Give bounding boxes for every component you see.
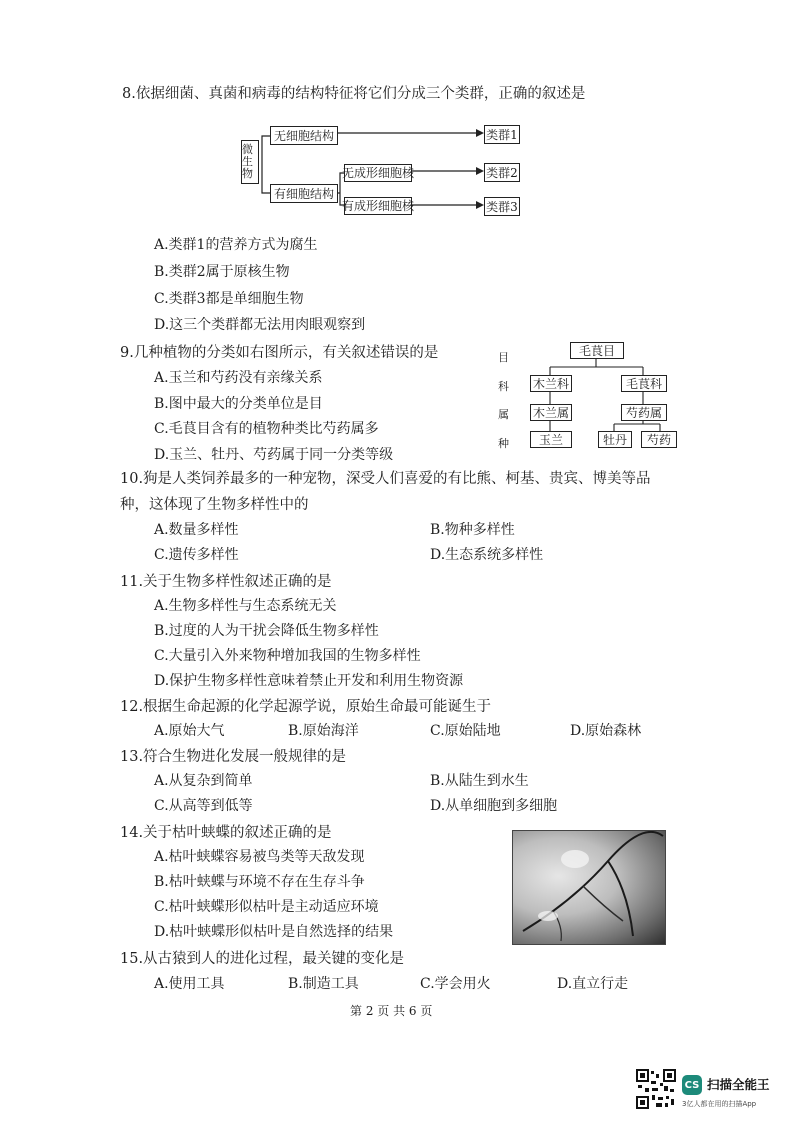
q13-stem: 13.符合生物进化发展一般规律的是 [120, 749, 347, 765]
q14-option-c: C.枯叶蛱蝶形似枯叶是主动适应环境 [154, 899, 379, 915]
butterfly-branch-illustration [513, 831, 665, 944]
q10-stem-line2: 种，这体现了生物多样性中的 [120, 497, 309, 513]
diagram-group1-box: 类群1 [484, 125, 520, 144]
q15-option-c: C.学会用火 [420, 976, 491, 992]
q14-stem: 14.关于枯叶蛱蝶的叙述正确的是 [120, 825, 332, 841]
q9-option-d: D.玉兰、牡丹、芍药属于同一分类等级 [154, 447, 394, 463]
page-number: 第 2 页 共 6 页 [350, 1004, 433, 1018]
q12-stem: 12.根据生命起源的化学起源学说，原始生命最可能诞生于 [120, 699, 492, 715]
q9-option-c: C.毛茛目含有的植物种类比芍药属多 [154, 421, 379, 437]
q13-option-a: A.从复杂到简单 [154, 773, 253, 789]
q11-option-a: A.生物多样性与生态系统无关 [154, 598, 337, 614]
tree-species1-box: 玉兰 [530, 431, 572, 448]
tree-family1-box: 木兰科 [530, 375, 572, 392]
q10-option-b: B.物种多样性 [430, 522, 515, 538]
tree-genus1-box: 木兰属 [530, 404, 572, 421]
q13-option-c: C.从高等到低等 [154, 798, 253, 814]
q14-option-d: D.枯叶蛱蝶形似枯叶是自然选择的结果 [154, 924, 394, 940]
q10-option-a: A.数量多样性 [154, 522, 239, 538]
diagram-no-nucleus-box: 无成形细胞核 [342, 166, 415, 180]
q15-option-a: A.使用工具 [154, 976, 225, 992]
q14-option-a: A.枯叶蛱蝶容易被鸟类等天敌发现 [154, 849, 365, 865]
tree-family2-box: 毛茛科 [621, 375, 667, 392]
camscanner-logo-icon: CS [682, 1075, 702, 1095]
diagram-group2-box: 类群2 [484, 163, 520, 182]
qr-code-icon [636, 1069, 676, 1109]
tree-genus2-box: 芍药属 [621, 404, 667, 421]
q13-option-d: D.从单细胞到多细胞 [430, 798, 558, 814]
tree-species2-box: 牡丹 [598, 431, 632, 448]
q9-option-a: A.玉兰和芍药没有亲缘关系 [154, 370, 323, 386]
tree-species3-box: 芍药 [641, 431, 677, 448]
q15-option-d: D.直立行走 [557, 976, 629, 992]
q8-stem: 8.依据细菌、真菌和病毒的结构特征将它们分成三个类群，正确的叙述是 [122, 86, 586, 102]
q12-option-c: C.原始陆地 [430, 723, 501, 739]
q13-option-b: B.从陆生到水生 [430, 773, 529, 789]
q9-stem: 9.几种植物的分类如右图所示，有关叙述错误的是 [120, 345, 439, 361]
q11-stem: 11.关于生物多样性叙述正确的是 [120, 574, 332, 590]
rank-label-family: 科 [498, 380, 509, 393]
q10-option-d: D.生态系统多样性 [430, 547, 544, 563]
brand-name: 扫描全能王 [707, 1077, 770, 1092]
q14-option-b: B.枯叶蛱蝶与环境不存在生存斗争 [154, 874, 365, 890]
q10-option-c: C.遗传多样性 [154, 547, 239, 563]
q8-option-b: B.类群2属于原核生物 [154, 264, 290, 280]
dead-leaf-butterfly-photo [512, 830, 666, 945]
q15-option-b: B.制造工具 [288, 976, 359, 992]
diagram-has-nucleus-box: 有成形细胞核 [342, 199, 415, 213]
q10-stem-line1: 10.狗是人类饲养最多的一种宠物，深受人们喜爱的有比熊、柯基、贵宾、博美等品 [120, 471, 651, 487]
rank-label-species: 种 [498, 437, 509, 450]
q15-stem: 15.从古猿到人的进化过程，最关键的变化是 [120, 951, 405, 967]
diagram-group3-box: 类群3 [484, 197, 520, 216]
q11-option-c: C.大量引入外来物种增加我国的生物多样性 [154, 648, 421, 664]
diagram-no-cell-box: 无细胞结构 [270, 126, 338, 145]
q12-option-b: B.原始海洋 [288, 723, 359, 739]
q11-option-b: B.过度的人为干扰会降低生物多样性 [154, 623, 379, 639]
q8-option-d: D.这三个类群都无法用肉眼观察到 [154, 317, 366, 333]
rank-label-genus: 属 [498, 408, 509, 421]
brand-subtitle: 3亿人都在用的扫描App [682, 1100, 757, 1108]
q11-option-d: D.保护生物多样性意味着禁止开发和利用生物资源 [154, 673, 464, 689]
q8-option-a: A.类群1的营养方式为腐生 [154, 237, 318, 253]
q12-option-d: D.原始森林 [570, 723, 642, 739]
tree-order-box: 毛茛目 [570, 342, 624, 359]
diagram-has-cell-box: 有细胞结构 [270, 184, 338, 203]
rank-label-order: 目 [498, 351, 509, 364]
q9-option-b: B.图中最大的分类单位是目 [154, 396, 323, 412]
diagram-root-box: 微生物 [241, 140, 259, 184]
q12-option-a: A.原始大气 [154, 723, 225, 739]
q8-option-c: C.类群3都是单细胞生物 [154, 291, 304, 307]
